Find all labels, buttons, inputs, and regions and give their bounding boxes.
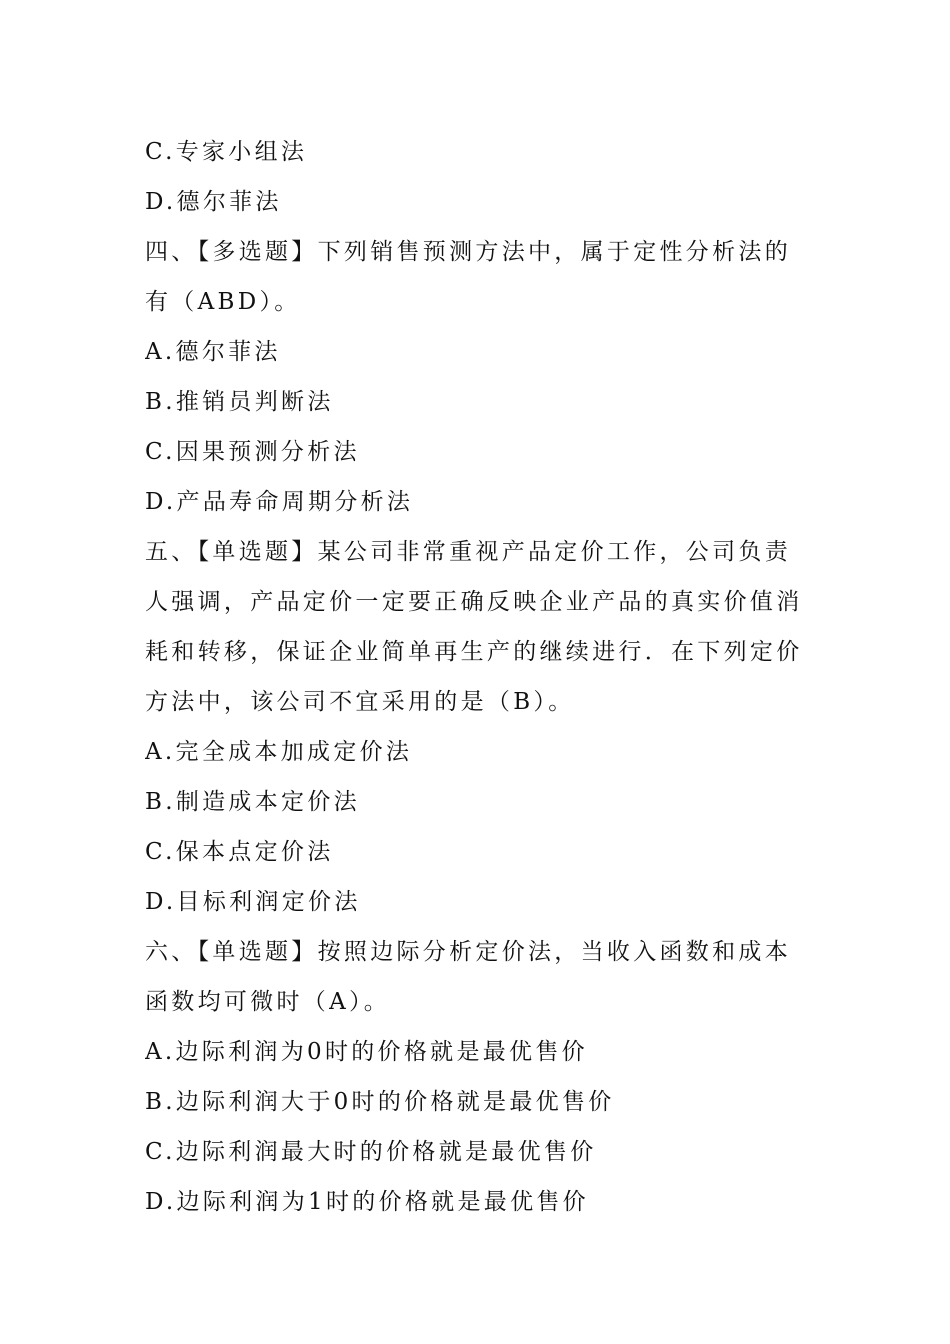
q3-option-d: D.德尔菲法 <box>145 189 282 215</box>
q5-option-c: C.保本点定价法 <box>145 839 334 865</box>
q6-option-c: C.边际利润最大时的价格就是最优售价 <box>145 1139 597 1165</box>
q6-option-b: B.边际利润大于0时的价格就是最优售价 <box>145 1089 615 1115</box>
q4-option-d: D.产品寿命周期分析法 <box>145 489 414 515</box>
q5-option-d: D.目标利润定价法 <box>145 889 361 915</box>
q4-option-a: A.德尔菲法 <box>145 339 281 365</box>
q6-stem-line-2: 函数均可微时（A）。 <box>145 989 391 1015</box>
q4-stem-line-2: 有（ABD）。 <box>145 289 301 315</box>
q5-stem-line-1: 五、【单选题】某公司非常重视产品定价工作，公司负责 <box>145 539 791 565</box>
q5-stem-line-3: 耗和转移，保证企业简单再生产的继续进行．在下列定价 <box>145 639 803 665</box>
document-body <box>145 127 810 1227</box>
q4-option-b: B.推销员判断法 <box>145 389 334 415</box>
q4-option-c: C.因果预测分析法 <box>145 439 360 465</box>
q4-stem-line-1: 四、【多选题】下列销售预测方法中，属于定性分析法的 <box>145 239 791 265</box>
q6-option-d: D.边际利润为1时的价格就是最优售价 <box>145 1189 589 1215</box>
q6-stem-line-1: 六、【单选题】按照边际分析定价法，当收入函数和成本 <box>145 939 791 965</box>
q5-stem-line-2: 人强调，产品定价一定要正确反映企业产品的真实价值消 <box>145 589 803 615</box>
q5-option-a: A.完全成本加成定价法 <box>145 739 413 765</box>
q5-option-b: B.制造成本定价法 <box>145 789 360 815</box>
q3-option-c: C.专家小组法 <box>145 139 308 165</box>
q6-option-a: A.边际利润为0时的价格就是最优售价 <box>145 1039 588 1065</box>
q5-stem-line-4: 方法中，该公司不宜采用的是（B）。 <box>145 689 575 715</box>
